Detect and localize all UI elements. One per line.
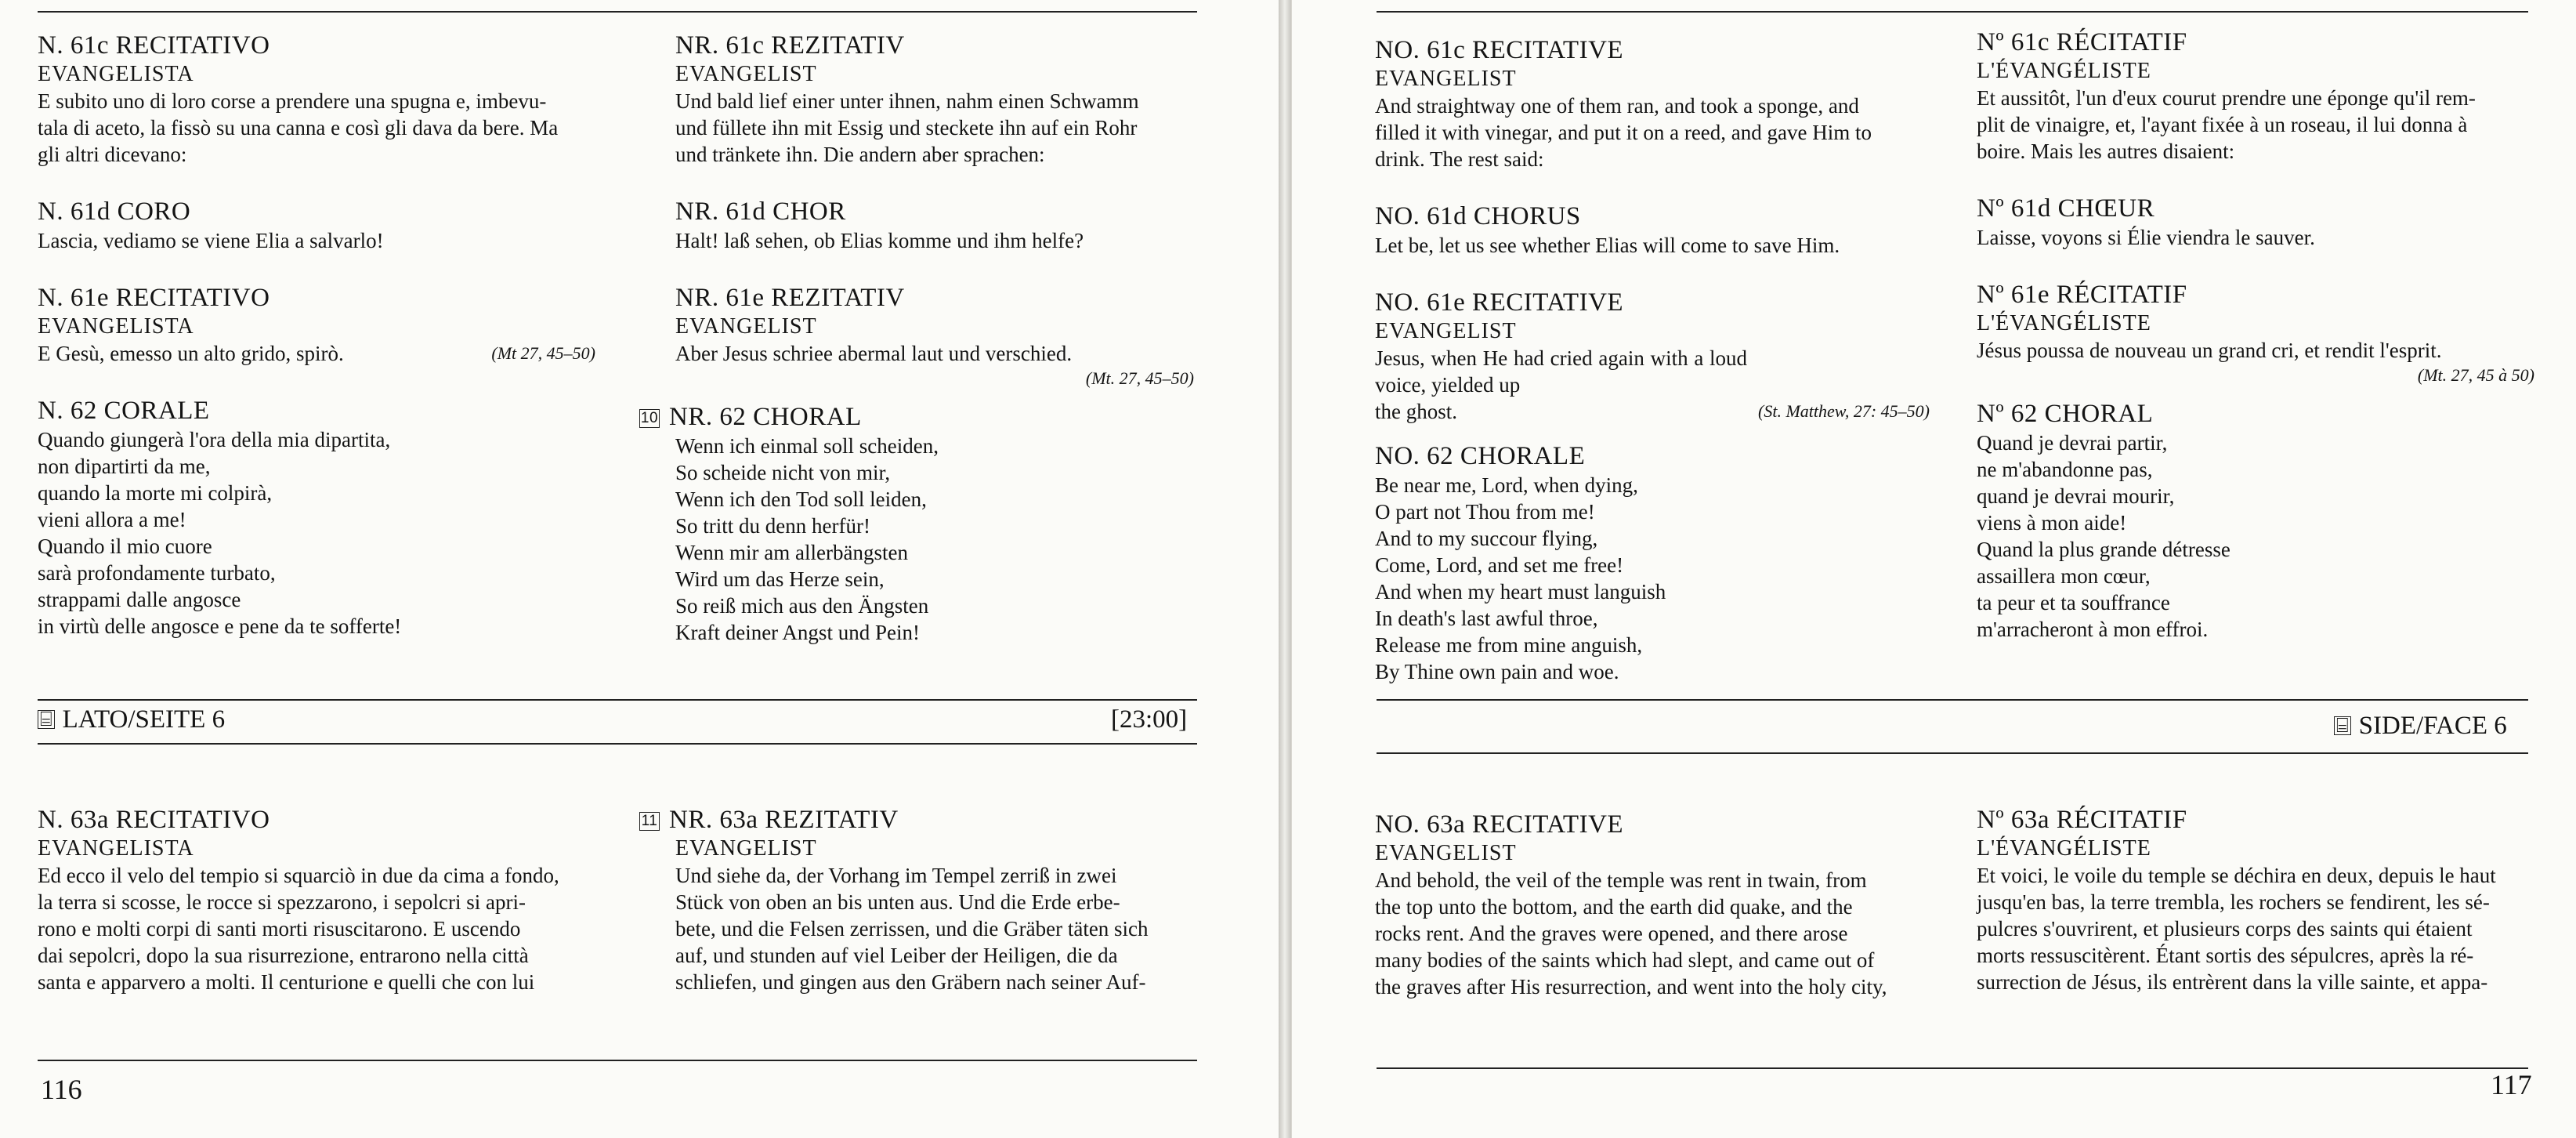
lyric-text: And straightway one of them ran, and took a sponge, and filled it with vinegar, and put it on a reed, and gave Him to drink. The rest said: [1375, 94, 1872, 171]
side-rule-top [38, 699, 1197, 701]
page-left [0, 0, 1279, 1138]
italian-column-bottom [38, 804, 595, 995]
lyric-text: Aber Jesus schriee abermal laut und verschied. [675, 342, 1073, 365]
role-label: EVANGELIST [1375, 67, 1517, 91]
bottom-rule [38, 1060, 1197, 1061]
section-heading: N. 62 CORALE [38, 397, 210, 425]
lyric-text: Et voici, le voile du temple se déchira en deux, depuis le haut jusqu'en bas, la terre trembla, les rochers se fendirent, les sé- pulcres s'ouvrirent, et plusieurs corps des saints qui étaient morts ressuscitèrent. Étant sortis des sépulcres, après la ré- surrection de Jésus, ils entrèrent dans la ville sainte, et appa- [1977, 864, 2496, 994]
lyric-text: Jésus poussa de nouveau un grand cri, et rendit l'esprit. [1977, 339, 2442, 362]
english-column-bottom [1375, 809, 1930, 1000]
lyric-text: E subito uno di loro corse a prendere una spugna e, imbevu- tala di aceto, la fissò su una canna e così gli dava da bere. Ma gli altri dicevano: [38, 89, 559, 166]
section-heading: Nº 63a RÉCITATIF [1977, 806, 2187, 834]
top-rule [38, 11, 1197, 13]
section-heading: Nº 61e RÉCITATIF [1977, 281, 2187, 309]
section-heading-with-track [639, 804, 1194, 835]
role-label: EVANGELIST [1375, 841, 1517, 865]
lyric-text: E Gesù, emesso un alto grido, spirò. [38, 342, 344, 365]
section-heading: N. 61c RECITATIVO [38, 31, 270, 60]
lyric-text: Jesus, when He had cried again with a loud voice, yielded up the ghost. [1375, 346, 1748, 423]
section-heading: NR. 62 CHORAL [669, 403, 862, 431]
book-gutter [1279, 0, 1291, 1138]
lyric-text: Und bald lief einer unter ihnen, nahm einen Schwamm und füllete ihn mit Essig und steckete ihn auf ein Rohr und tränkete ihn. Die andern aber sprachen: [675, 89, 1139, 166]
section-heading: NR. 61c REZITATIV [675, 31, 905, 60]
section-heading: NR. 63a REZITATIV [669, 806, 899, 834]
section-heading-with-track [639, 401, 1194, 433]
section-heading: NO. 61e RECITATIVE [1375, 288, 1624, 317]
section-heading: N. 63a RECITATIVO [38, 806, 270, 834]
track-number-badge: 10 [640, 410, 659, 426]
lyric-text: Et aussitôt, l'un d'eux courut prendre une éponge qu'il rem- plit de vinaigre, et, l'ayant fixée à un roseau, il lui donna à boire. Mais les autres disaient: [1977, 86, 2476, 163]
top-rule [1377, 11, 2528, 13]
role-label: L'ÉVANGÉLISTE [1977, 836, 2151, 861]
section-heading: NR. 61d CHOR [675, 198, 846, 226]
timing-label: [23:00] [1111, 705, 1188, 734]
section-heading: NO. 61c RECITATIVE [1375, 36, 1624, 64]
english-column-top [1375, 34, 1930, 685]
lyric-text: Und siehe da, der Vorhang im Tempel zerriß in zwei Stück von oben an bis unten aus. Und die Erde erbe- bete, und die Felsen zerrissen, und die Gräber täten sich auf, und stunden auf viel Leiber der Heiligen, die da schliefen, und gingen aus den Gräbern nach seiner Auf- [675, 864, 1149, 994]
section-heading: N. 61d CORO [38, 198, 191, 226]
section-heading: NR. 61e REZITATIV [675, 284, 905, 312]
page-number: 116 [41, 1074, 82, 1105]
german-column-bottom [641, 804, 1194, 995]
side-rule-bottom [1377, 752, 2528, 754]
lyric-text: Ed ecco il velo del tempio si squarciò in due da cima a fondo, la terra si scosse, le rocce si spezzarono, i sepolcri si apri- rono e molti corpi di santi morti risuscitarono. E uscendo dai sepolcri, dopo la sua risurrezione, entrarono nella città santa e apparvero a molti. Il centurione e quelli che con lui [38, 864, 559, 994]
chorale-text: Wenn ich einmal soll scheiden, So scheide nicht von mir, Wenn ich den Tod soll leiden, So tritt du denn herfür! Wenn mir am allerbängsten Wird um das Herze sein, So reiß mich aus den Ängsten Kraft deiner Angst und Pein! [675, 434, 939, 644]
page-right [1291, 0, 2576, 1138]
role-label: EVANGELISTA [38, 62, 194, 86]
section-heading: Nº 62 CHORAL [1977, 400, 2154, 428]
role-label: EVANGELIST [675, 62, 817, 86]
role-label: L'ÉVANGÉLISTE [1977, 311, 2151, 335]
scripture-reference: (Mt. 27, 45–50) [1085, 368, 1194, 388]
side-label [2334, 710, 2507, 741]
chorale-text: Be near me, Lord, when dying, O part not Thou from me! And to my succour flying, Come, Lord, and set me free! And when my heart must languish In death's last awful throe, Release me from mine anguish, By Thine own pain and woe. [1375, 473, 1666, 683]
scripture-reference: (Mt. 27, 45 à 50) [2417, 365, 2534, 385]
lyric-text: Halt! laß sehen, ob Elias komme und ihm helfe? [675, 229, 1084, 252]
chorale-text: Quando giungerà l'ora della mia dipartita, non dipartirti da me, quando la morte mi colpirà, vieni allora a me! Quando il mio cuore sarà profondamente turbato, strappami dalle angosce in virtù delle angosce e pene da te sofferte! [38, 428, 402, 638]
side-label-text: SIDE/FACE 6 [2358, 712, 2507, 740]
german-column-top [640, 30, 1194, 646]
french-column-bottom [1977, 804, 2534, 995]
role-label: L'ÉVANGÉLISTE [1977, 59, 2151, 83]
role-label: EVANGELISTA [38, 314, 194, 339]
lyric-text: Lascia, vediamo se viene Elia a salvarlo! [38, 229, 384, 252]
page-number: 117 [2491, 1069, 2532, 1100]
section-heading: NO. 63a RECITATIVE [1375, 810, 1624, 839]
role-label: EVANGELIST [675, 314, 817, 339]
role-label: EVANGELIST [675, 836, 817, 861]
section-heading: Nº 61c RÉCITATIF [1977, 28, 2187, 56]
french-column-top [1977, 27, 2534, 643]
side-rule-top [1377, 699, 2528, 701]
section-heading: N. 61e RECITATIVO [38, 284, 270, 312]
side-rule-bottom [38, 743, 1197, 745]
side-label [38, 704, 225, 735]
scripture-reference: (Mt 27, 45–50) [491, 343, 595, 363]
section-heading: Nº 61d CHŒUR [1977, 194, 2155, 223]
chorale-text: Quand je devrai partir, ne m'abandonne pas, quand je devrai mourir, viens à mon aide! Quand la plus grande détresse assaillera mon cœur, ta peur et ta souffrance m'arracheront à mon effroi. [1977, 431, 2230, 641]
cassette-icon: ⌸ [2334, 716, 2351, 735]
italian-column-top [38, 30, 595, 640]
role-label: EVANGELIST [1375, 319, 1517, 343]
section-heading: NO. 61d CHORUS [1375, 202, 1581, 230]
side-label-text: LATO/SEITE 6 [62, 705, 226, 734]
scripture-reference: (St. Matthew, 27: 45–50) [1758, 401, 1930, 421]
section-heading: NO. 62 CHORALE [1375, 442, 1586, 470]
track-number-badge: 11 [639, 812, 660, 831]
lyric-text: Let be, let us see whether Elias will come to save Him. [1375, 234, 1840, 257]
lyric-text: Laisse, voyons si Élie viendra le sauver. [1977, 226, 2315, 249]
role-label: EVANGELISTA [38, 836, 194, 861]
bottom-rule [1377, 1067, 2528, 1069]
lyric-text: And behold, the veil of the temple was rent in twain, from the top unto the bottom, and the earth did quake, and the rocks rent. And the graves were opened, and there arose many bodies of the saints which had slept, and came out of the graves after His resurrection, and went into the holy city, [1375, 868, 1887, 998]
cassette-icon: ⌸ [38, 710, 55, 729]
